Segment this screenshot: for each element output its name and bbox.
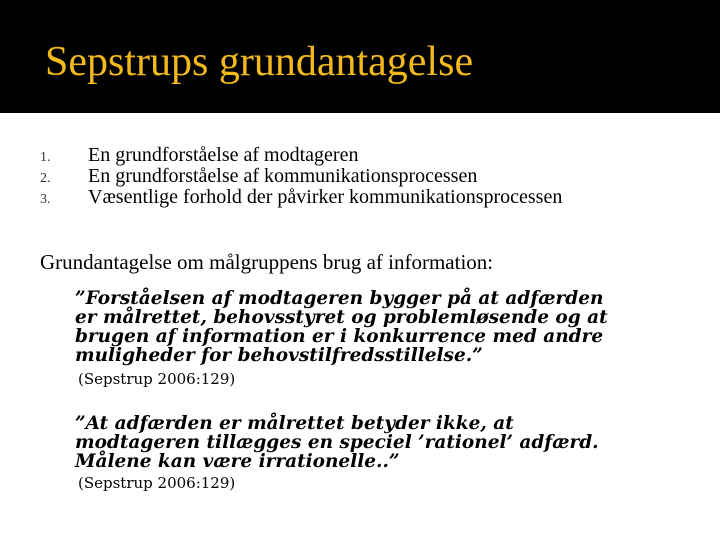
quote-text: ”Forståelsen af modtageren bygger på at adfærden er målrettet, behovsstyret og problemløsende og at brugen af information er i konkurrence med andre muligheder for behovstilfredsstillelse.” — [75, 288, 608, 366]
title-bar — [0, 0, 720, 113]
quote-citation: (Sepstrup 2006:129) — [78, 474, 236, 492]
list-item — [40, 187, 562, 208]
list-item — [40, 166, 562, 187]
slide-title: Sepstrups grundantagelse — [45, 39, 474, 85]
list-item-text: Væsentlige forhold der påvirker kommunikationsprocessen — [88, 186, 563, 208]
list-item-text: En grundforståelse af modtageren — [88, 144, 359, 166]
quote-citation: (Sepstrup 2006:129) — [78, 370, 236, 388]
list-item — [40, 145, 562, 166]
list-number: 3. — [40, 192, 51, 207]
list-number: 2. — [40, 171, 51, 186]
numbered-list — [40, 145, 562, 208]
quote-text: ”At adfærden er målrettet betyder ikke, at modtageren tillægges en speciel ’rationel’ adfærd. Målene kan være irrationelle..” — [75, 413, 599, 472]
list-number: 1. — [40, 150, 51, 165]
list-item-text: En grundforståelse af kommunikationsprocessen — [88, 165, 478, 187]
intro-text: Grundantagelse om målgruppens brug af information: — [40, 250, 494, 274]
